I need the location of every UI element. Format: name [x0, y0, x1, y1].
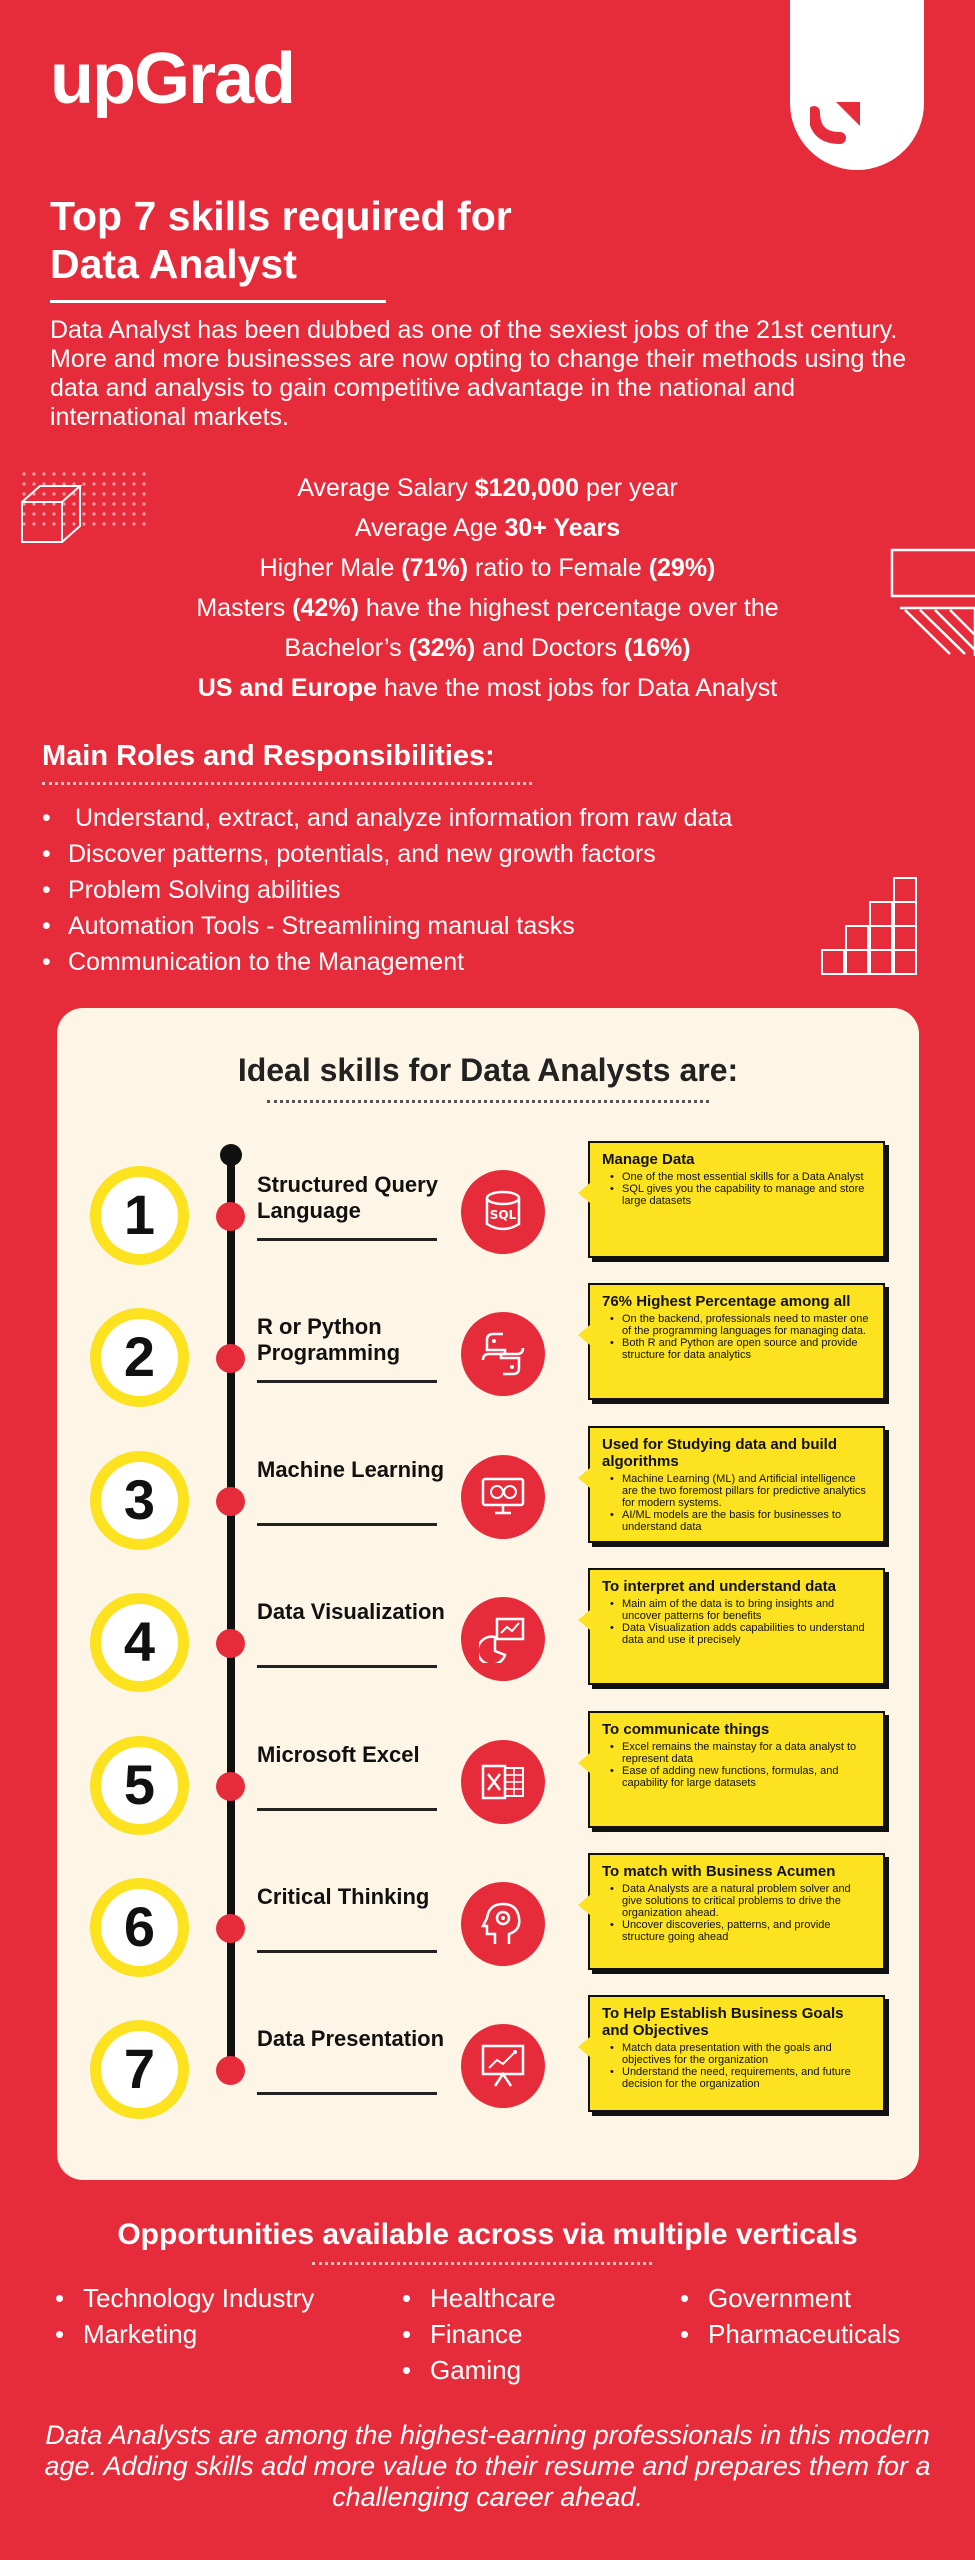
info-point: • Data Analysts are a natural problem solver and give solutions to critical problems to drive the organization ahead. [610, 1883, 871, 1919]
skill-row [57, 1151, 919, 1286]
info-title: To match with Business Acumen [602, 1863, 836, 1880]
info-title: 76% Highest Percentage among all [602, 1293, 851, 1310]
skill-underline [257, 1380, 437, 1383]
skill-underline [257, 2092, 437, 2095]
skills-card [57, 1008, 919, 2180]
skill-name: Machine Learning [257, 1457, 445, 1482]
skills-card-title: Ideal skills for Data Analysts are: [237, 1052, 739, 1088]
page-title: Top 7 skills required for Data Analyst [50, 193, 512, 287]
info-title: Used for Studying data and build algorithms [602, 1436, 838, 1470]
info-point: • Data Visualization adds capabilities to understand data and use it precisely [610, 1622, 871, 1646]
skill-info-box [588, 1711, 885, 1828]
roles-list [42, 800, 732, 980]
intro-paragraph: Data Analyst has been dubbed as one of the sexiest jobs of the 21st century. More and more businesses are now opting to change their methods using the data and analysis to gain competitive advantage in the national and international markets. [50, 316, 907, 431]
skill-row [57, 1293, 919, 1428]
timeline-dot [216, 1344, 245, 1373]
opportunities-col-3 [680, 2280, 900, 2352]
info-points [602, 1741, 871, 1789]
cube-outline-icon [18, 482, 84, 548]
info-title: To communicate things [602, 1721, 770, 1738]
head-gears-icon [479, 1900, 527, 1948]
skill-underline [257, 1808, 437, 1811]
timeline-dot [216, 2056, 245, 2085]
skill-icon-badge [461, 1312, 545, 1396]
stat-jobs: US and Europe have the most jobs for Data Analyst [197, 674, 778, 702]
list-item: • Automation Tools - Streamlining manual tasks [42, 908, 732, 944]
info-point: • AI/ML models are the basis for businesses to understand data [610, 1509, 871, 1533]
skill-info-box [588, 1853, 885, 1970]
info-point: • Machine Learning (ML) and Artificial intelligence are the two foremost pillars for predictive analytics for modern systems. [610, 1473, 871, 1509]
roles-dotted-rule [42, 782, 532, 785]
svg-text:SQL: SQL [489, 1208, 517, 1222]
skill-row [57, 1863, 919, 1998]
closing-statement: Data Analysts are among the highest-earning professionals in this modern age. Adding skills add more value to their resume and prepares them for a challenging career ahead. [44, 2420, 931, 2512]
stair-grid-decoration [818, 876, 918, 976]
skill-name: Critical Thinking [257, 1884, 430, 1909]
arrow-icon [810, 98, 864, 146]
skill-row [57, 1721, 919, 1856]
info-point: • SQL gives you the capability to manage and store large datasets [610, 1183, 871, 1207]
list-item: • Marketing [55, 2316, 314, 2352]
skill-underline [257, 1523, 437, 1526]
skill-icon-badge [461, 1455, 545, 1539]
excel-icon [479, 1758, 527, 1806]
info-point: • Ease of adding new functions, formulas, and capability for large datasets [610, 1765, 871, 1789]
skill-name: Data Presentation [257, 2026, 445, 2051]
ai-brain-icon [479, 1473, 527, 1521]
info-points [602, 1598, 871, 1646]
skill-row [57, 2005, 919, 2140]
presentation-board-icon [479, 2042, 527, 2090]
info-title: Manage Data [602, 1151, 695, 1168]
data-chart-icon [479, 1615, 527, 1663]
info-points [602, 1313, 871, 1361]
list-item: • Finance [402, 2316, 556, 2352]
skill-name: Structured Query Language [257, 1172, 438, 1223]
skill-info-box [588, 1995, 885, 2112]
list-item: • Gaming [402, 2352, 556, 2388]
info-point: • Both R and Python are open source and provide structure for data analytics [610, 1337, 871, 1361]
opportunities-heading: Opportunities available across via multiple verticals [117, 2218, 858, 2251]
skill-number-badge: 1 [90, 1166, 189, 1265]
timeline-dot [216, 1772, 245, 1801]
skill-name: Microsoft Excel [257, 1742, 420, 1767]
timeline-dot [216, 1487, 245, 1516]
info-points [602, 1883, 871, 1943]
skill-underline [257, 1665, 437, 1668]
card-dotted-rule [267, 1100, 709, 1103]
info-points [602, 1171, 871, 1207]
skill-name: R or Python Programming [257, 1314, 401, 1365]
stat-age: Average Age 30+ Years [354, 514, 621, 542]
skill-icon-badge [461, 1597, 545, 1681]
list-item: • Healthcare [402, 2280, 556, 2316]
list-item: • Understand, extract, and analyze information from raw data [42, 800, 732, 836]
info-point: • Excel remains the mainstay for a data analyst to represent data [610, 1741, 871, 1765]
skill-icon-badge [461, 1740, 545, 1824]
list-item: • Technology Industry [55, 2280, 314, 2316]
skill-number-badge: 4 [90, 1593, 189, 1692]
info-point: • Uncover discoveries, patterns, and provide structure going ahead [610, 1919, 871, 1943]
skill-info-box [588, 1568, 885, 1685]
skill-info-box [588, 1426, 885, 1543]
list-item: • Problem Solving abilities [42, 872, 732, 908]
corner-arrow-tab [790, 0, 924, 170]
stat-salary: Average Salary $120,000 per year [297, 474, 678, 502]
stats-block [100, 468, 875, 708]
sql-database-icon [479, 1188, 527, 1236]
info-title: To interpret and understand data [602, 1578, 836, 1595]
skill-number-badge: 7 [90, 2020, 189, 2119]
skill-name: Data Visualization [257, 1599, 445, 1624]
info-points [602, 2042, 871, 2090]
stat-education-1: Masters (42%) have the highest percentage over the [196, 594, 779, 622]
python-logo-icon [479, 1330, 527, 1378]
timeline-dot [216, 1914, 245, 1943]
skill-icon-badge [461, 1170, 545, 1254]
list-item: • Discover patterns, potentials, and new growth factors [42, 836, 732, 872]
stat-education-2: Bachelor’s (32%) and Doctors (16%) [284, 634, 691, 662]
skill-number-badge: 2 [90, 1308, 189, 1407]
brand-logo: upGrad [50, 39, 295, 119]
skill-underline [257, 1238, 437, 1241]
roles-heading: Main Roles and Responsibilities: [42, 740, 495, 772]
list-item: • Government [680, 2280, 900, 2316]
skill-info-box [588, 1141, 885, 1258]
info-point: • Match data presentation with the goals and objectives for the organization [610, 2042, 871, 2066]
skill-icon-badge [461, 1882, 545, 1966]
info-title: To Help Establish Business Goals and Objectives [602, 2005, 844, 2039]
skill-underline [257, 1950, 437, 1953]
info-point: • On the backend, professionals need to master one of the programming languages for managing data. [610, 1313, 871, 1337]
timeline-dot [216, 1629, 245, 1658]
title-underline [50, 300, 386, 303]
timeline-start-dot [220, 1144, 242, 1166]
stat-gender: Higher Male (71%) ratio to Female (29%) [259, 554, 716, 582]
list-item: • Communication to the Management [42, 944, 732, 980]
skill-row [57, 1578, 919, 1713]
list-item: • Pharmaceuticals [680, 2316, 900, 2352]
info-point: • Understand the need, requirements, and future decision for the organization [610, 2066, 871, 2090]
timeline-dot [216, 1202, 245, 1231]
skill-number-badge: 3 [90, 1451, 189, 1550]
info-point: • Main aim of the data is to bring insights and uncover patterns for benefits [610, 1598, 871, 1622]
opportunities-col-1 [55, 2280, 314, 2352]
skill-info-box [588, 1283, 885, 1400]
skill-number-badge: 6 [90, 1878, 189, 1977]
opportunities-dotted-rule [312, 2262, 652, 2265]
striped-box-decoration [890, 548, 975, 658]
opportunities-col-2 [402, 2280, 556, 2388]
info-points [602, 1473, 871, 1533]
skill-row [57, 1436, 919, 1571]
info-point: • One of the most essential skills for a Data Analyst [610, 1171, 871, 1183]
skill-icon-badge [461, 2024, 545, 2108]
skill-number-badge: 5 [90, 1736, 189, 1835]
